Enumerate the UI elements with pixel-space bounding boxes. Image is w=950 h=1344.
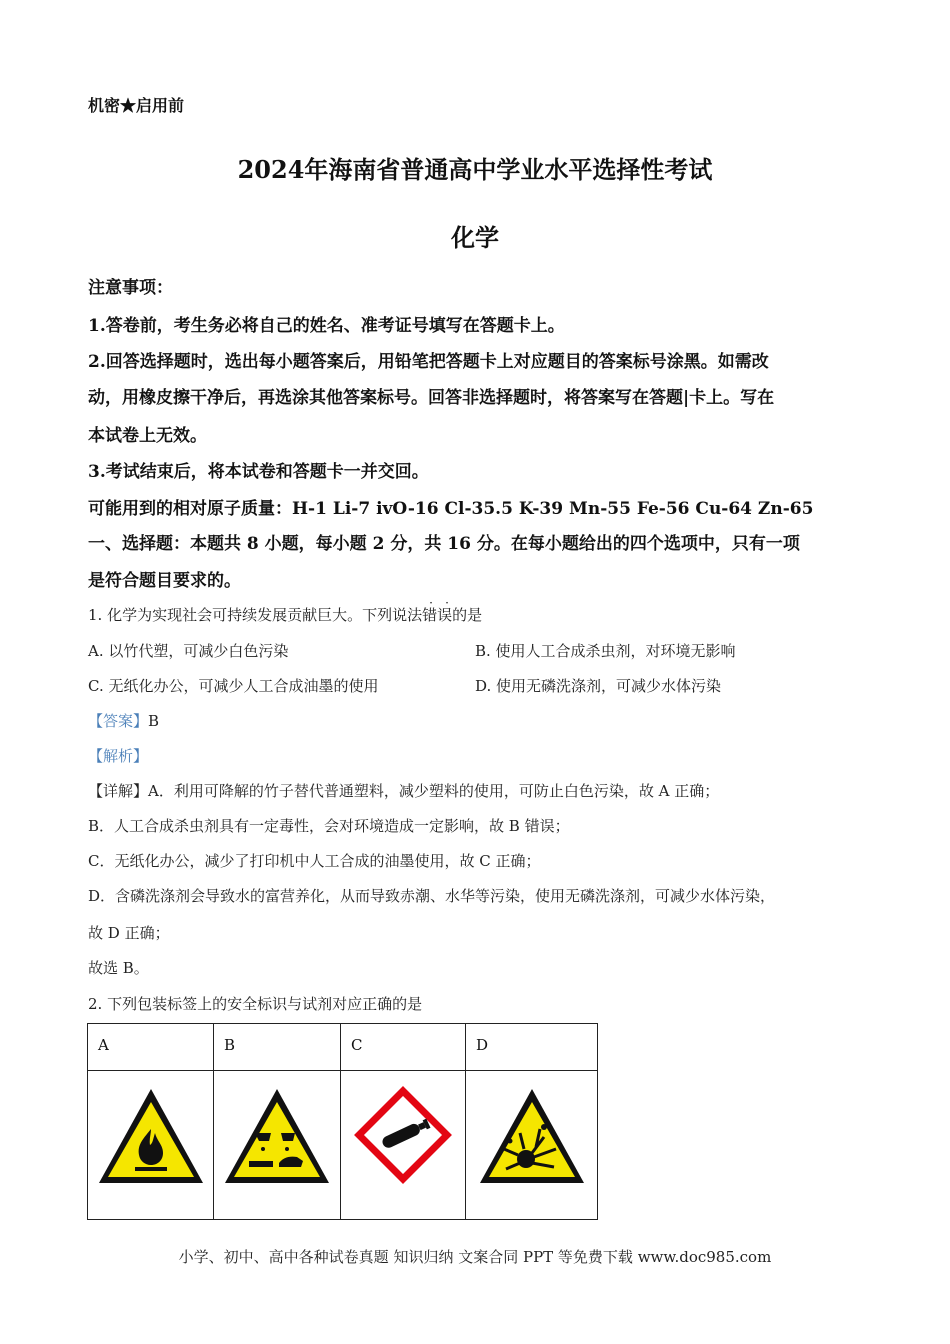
section-heading-line-1: 一、选择题：本题共 8 小题，每小题 2 分，共 16 分。在每小题给出的四个选项中，只有一项 (88, 534, 800, 554)
question-1-stem-before: 1. 化学为实现社会可持续发展贡献巨大。下列说法 (88, 606, 423, 624)
notice-line-2b: 动，用橡皮擦干净后，再选涂其他答案标号。回答非选择题时，将答案写在答题|卡上。写在 (88, 388, 775, 408)
explosive-icon (474, 1071, 590, 1201)
analysis-tag: 【解析】 (88, 747, 149, 765)
detail-line-1: 【详解】A．利用可降解的竹子替代普通塑料，减少塑料的使用，可防止白色污染，故 A 正确； (88, 782, 720, 800)
confidential-label: 机密★启用前 (88, 96, 185, 115)
atomic-masses: 可能用到的相对原子质量：H-1 Li-7 ivO-16 Cl-35.5 K-39 Mn-55 Fe-56 Cu-64 Zn-65 (88, 499, 814, 519)
detail-line-5: 故 D 正确； (88, 924, 170, 942)
page-title: 2024年海南省普通高中学业水平选择性考试 (237, 155, 713, 184)
question-1-option-a: A. 以竹代塑，可减少白色污染 (88, 642, 289, 660)
sign-cell-a (88, 1071, 214, 1220)
question-1-stem-after: 的是 (452, 606, 483, 624)
column-header-b: B (214, 1024, 341, 1071)
answer-tag: 【答案】 (88, 712, 149, 730)
detail-line-3: C．无纸化办公，减少了打印机中人工合成的油墨使用，故 C 正确； (88, 852, 541, 870)
column-header-d: D (466, 1024, 598, 1071)
question-1-stem (88, 596, 483, 625)
question-1-answer (88, 710, 159, 731)
question-1-option-c: C. 无纸化办公，可减少人工合成油墨的使用 (88, 677, 379, 695)
emphasis-dot-icon: · (429, 596, 433, 610)
detail-line-2: B．人工合成杀虫剂具有一定毒性，会对环境造成一定影响，故 B 错误； (88, 817, 570, 835)
conclusion: 故选 B。 (88, 959, 149, 977)
column-header-a: A (88, 1024, 214, 1071)
notice-line-2c: 本试卷上无效。 (88, 426, 207, 446)
emphasis-dot-icon: · (445, 596, 449, 610)
question-1-emphasis: · · 错误 (422, 596, 453, 624)
notice-line-2a: 2.回答选择题时，选出每小题答案后，用铅笔把答题卡上对应题目的答案标号涂黑。如需改 (88, 352, 769, 372)
sign-cell-b (214, 1071, 341, 1220)
answer-value: B (148, 712, 160, 730)
safety-sign-table (87, 1023, 598, 1220)
notice-line-1: 1.答卷前，考生务必将自己的姓名、准考证号填写在答题卡上。 (88, 316, 565, 336)
flammable-icon (93, 1071, 209, 1201)
sign-cell-d (466, 1071, 598, 1220)
sign-cell-c (341, 1071, 466, 1220)
question-2-stem: 2. 下列包装标签上的安全标识与试剂对应正确的是 (88, 995, 423, 1013)
column-header-c: C (341, 1024, 466, 1071)
corrosive-icon (219, 1071, 335, 1201)
gas-cylinder-icon (345, 1071, 461, 1201)
detail-line-4: D．含磷洗涤剂会导致水的富营养化，从而导致赤潮、水华等污染，使用无磷洗涤剂，可减少水体污染， (88, 887, 776, 905)
subject-title: 化学 (451, 223, 499, 252)
question-1-option-b: B. 使用人工合成杀虫剂，对环境无影响 (475, 642, 736, 660)
footer-text: 小学、初中、高中各种试卷真题 知识归纳 文案合同 PPT 等免费下载 www.doc985.com (178, 1248, 772, 1266)
notice-line-3: 3.考试结束后，将本试卷和答题卡一并交回。 (88, 462, 429, 482)
notice-heading: 注意事项： (88, 278, 173, 298)
section-heading-line-2: 是符合题目要求的。 (88, 571, 241, 591)
question-1-option-d: D. 使用无磷洗涤剂，可减少水体污染 (475, 677, 722, 695)
